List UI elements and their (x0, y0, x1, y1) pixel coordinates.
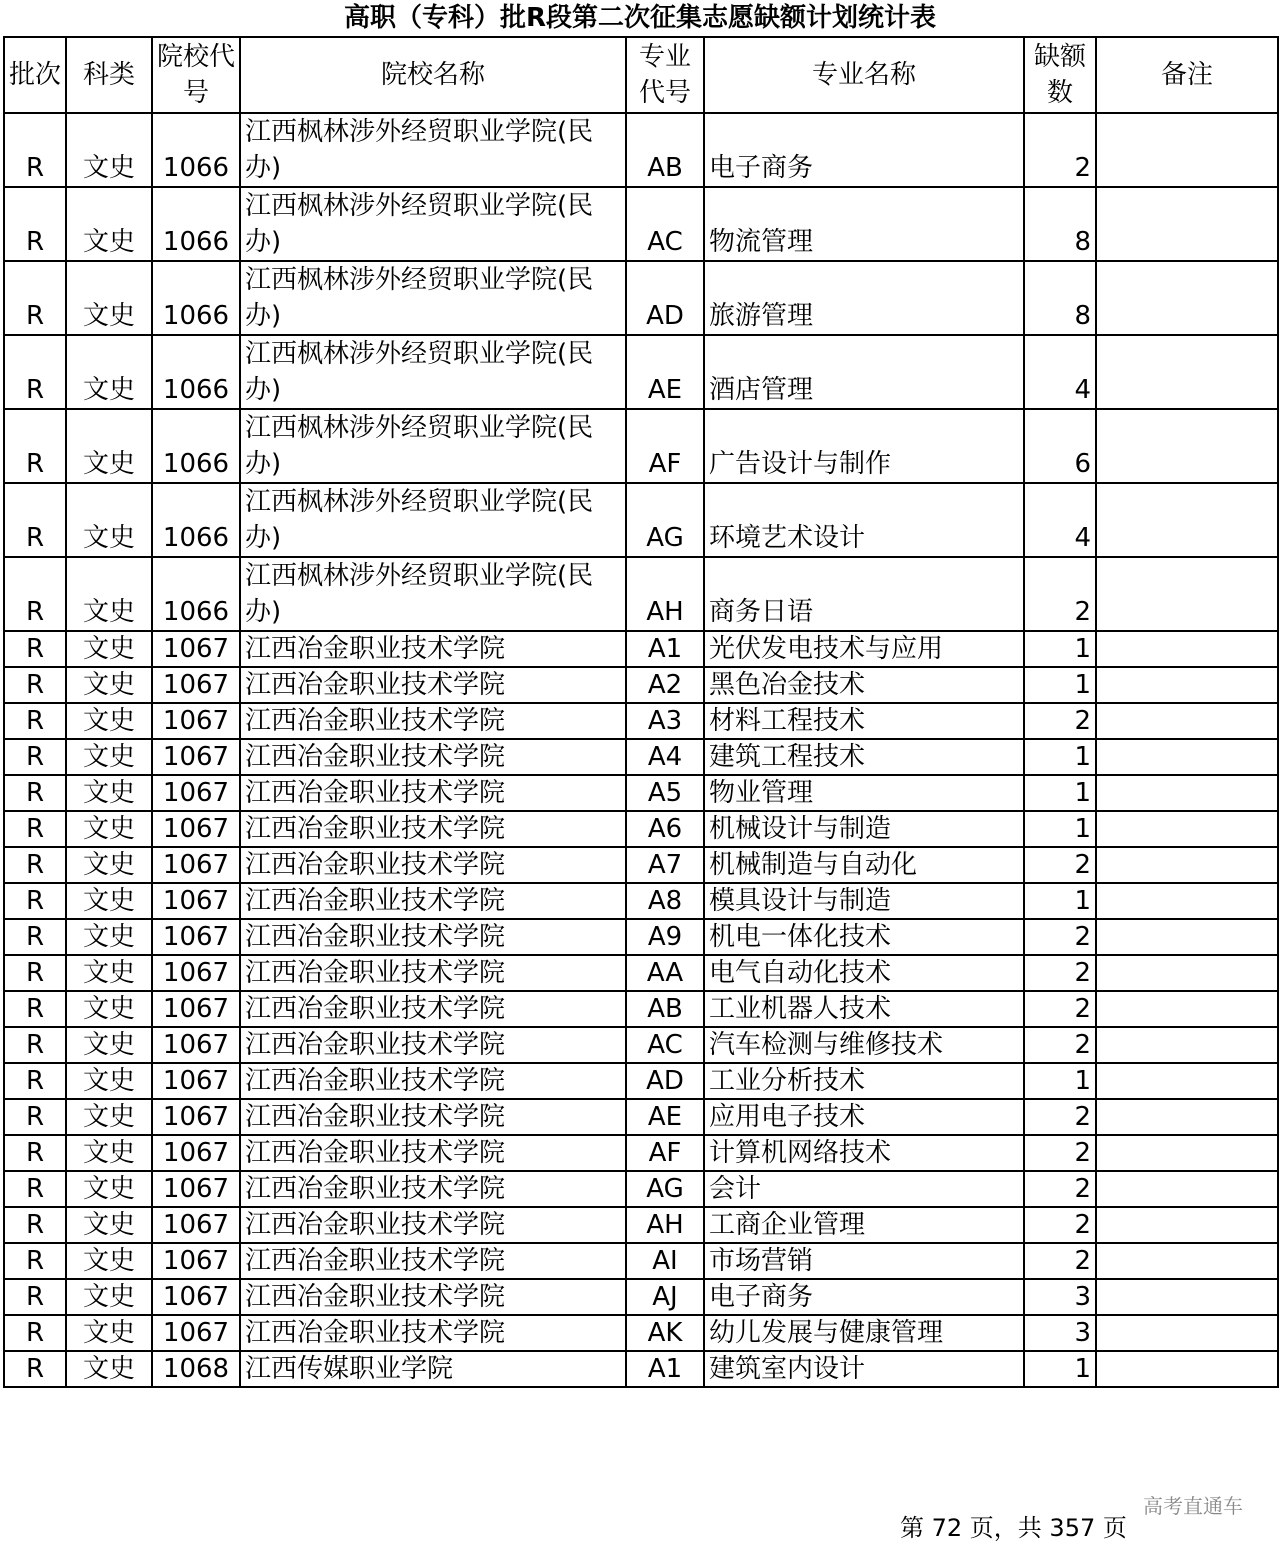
cell-remark (1096, 261, 1278, 335)
cell-category: 文史 (66, 1171, 152, 1207)
cell-quota: 1 (1024, 739, 1096, 775)
header-row (4, 37, 1278, 113)
cell-batch: R (4, 1243, 66, 1279)
cell-school-name: 江西冶金职业技术学院 (240, 1243, 626, 1279)
cell-remark (1096, 1063, 1278, 1099)
cell-major-code: AC (626, 1027, 704, 1063)
table-row (4, 261, 1278, 335)
cell-category: 文史 (66, 409, 152, 483)
cell-school-name: 江西冶金职业技术学院 (240, 1063, 626, 1099)
cell-major-code: AC (626, 187, 704, 261)
cell-remark (1096, 739, 1278, 775)
cell-school-code: 1067 (152, 1207, 240, 1243)
cell-batch: R (4, 187, 66, 261)
cell-school-name: 江西传媒职业学院 (240, 1351, 626, 1387)
cell-batch: R (4, 811, 66, 847)
cell-batch: R (4, 113, 66, 187)
cell-remark (1096, 631, 1278, 667)
table-row (4, 1315, 1278, 1351)
cell-quota: 2 (1024, 1135, 1096, 1171)
cell-major-code: AD (626, 1063, 704, 1099)
cell-major-code: A1 (626, 1351, 704, 1387)
cell-major-name: 工业机器人技术 (704, 991, 1024, 1027)
cell-remark (1096, 1099, 1278, 1135)
cell-quota: 1 (1024, 775, 1096, 811)
cell-quota: 1 (1024, 667, 1096, 703)
cell-school-code: 1067 (152, 991, 240, 1027)
cell-batch: R (4, 955, 66, 991)
table-row (4, 335, 1278, 409)
cell-school-code: 1066 (152, 557, 240, 631)
header-quota: 缺额数 (1024, 37, 1096, 113)
cell-major-name: 建筑工程技术 (704, 739, 1024, 775)
watermark: 高考直通车 (1143, 1494, 1243, 1518)
cell-batch: R (4, 409, 66, 483)
header-school-code: 院校代号 (152, 37, 240, 113)
cell-major-code: AA (626, 955, 704, 991)
cell-remark (1096, 1207, 1278, 1243)
cell-school-name: 江西枫林涉外经贸职业学院(民办) (240, 409, 626, 483)
cell-category: 文史 (66, 261, 152, 335)
cell-school-name: 江西冶金职业技术学院 (240, 775, 626, 811)
cell-major-name: 商务日语 (704, 557, 1024, 631)
cell-quota: 2 (1024, 847, 1096, 883)
cell-batch: R (4, 1027, 66, 1063)
cell-school-code: 1067 (152, 1279, 240, 1315)
cell-remark (1096, 847, 1278, 883)
table-row (4, 483, 1278, 557)
cell-school-name: 江西冶金职业技术学院 (240, 991, 626, 1027)
cell-school-code: 1066 (152, 113, 240, 187)
cell-remark (1096, 1279, 1278, 1315)
cell-category: 文史 (66, 847, 152, 883)
table-row (4, 667, 1278, 703)
cell-batch: R (4, 1279, 66, 1315)
cell-school-code: 1066 (152, 261, 240, 335)
cell-batch: R (4, 631, 66, 667)
page-number: 第 72 页，共 357 页 (900, 1514, 1127, 1542)
cell-remark (1096, 1351, 1278, 1387)
table-row (4, 113, 1278, 187)
cell-school-code: 1067 (152, 775, 240, 811)
cell-category: 文史 (66, 991, 152, 1027)
cell-batch: R (4, 261, 66, 335)
cell-remark (1096, 1027, 1278, 1063)
cell-major-name: 电气自动化技术 (704, 955, 1024, 991)
cell-school-code: 1067 (152, 811, 240, 847)
cell-quota: 4 (1024, 335, 1096, 409)
cell-school-code: 1067 (152, 703, 240, 739)
cell-major-name: 广告设计与制作 (704, 409, 1024, 483)
cell-major-code: AG (626, 1171, 704, 1207)
table-row (4, 955, 1278, 991)
cell-quota: 6 (1024, 409, 1096, 483)
cell-school-code: 1066 (152, 409, 240, 483)
cell-school-name: 江西枫林涉外经贸职业学院(民办) (240, 557, 626, 631)
cell-category: 文史 (66, 811, 152, 847)
cell-batch: R (4, 847, 66, 883)
cell-remark (1096, 335, 1278, 409)
cell-quota: 2 (1024, 1171, 1096, 1207)
cell-quota: 1 (1024, 811, 1096, 847)
header-school-name: 院校名称 (240, 37, 626, 113)
table-row (4, 811, 1278, 847)
cell-quota: 2 (1024, 703, 1096, 739)
table-row (4, 1279, 1278, 1315)
cell-major-code: AE (626, 1099, 704, 1135)
cell-school-code: 1067 (152, 919, 240, 955)
cell-quota: 8 (1024, 187, 1096, 261)
cell-remark (1096, 919, 1278, 955)
cell-school-name: 江西枫林涉外经贸职业学院(民办) (240, 335, 626, 409)
cell-quota: 1 (1024, 1063, 1096, 1099)
cell-batch: R (4, 557, 66, 631)
cell-remark (1096, 1315, 1278, 1351)
cell-school-code: 1066 (152, 483, 240, 557)
cell-remark (1096, 557, 1278, 631)
cell-category: 文史 (66, 667, 152, 703)
cell-category: 文史 (66, 883, 152, 919)
cell-batch: R (4, 1315, 66, 1351)
table-row (4, 991, 1278, 1027)
cell-category: 文史 (66, 1135, 152, 1171)
cell-quota: 3 (1024, 1315, 1096, 1351)
table-row (4, 1171, 1278, 1207)
cell-school-code: 1067 (152, 883, 240, 919)
cell-major-name: 材料工程技术 (704, 703, 1024, 739)
cell-quota: 2 (1024, 1243, 1096, 1279)
cell-category: 文史 (66, 113, 152, 187)
cell-batch: R (4, 1135, 66, 1171)
cell-school-name: 江西冶金职业技术学院 (240, 1099, 626, 1135)
cell-remark (1096, 811, 1278, 847)
cell-batch: R (4, 1171, 66, 1207)
cell-major-code: A3 (626, 703, 704, 739)
cell-category: 文史 (66, 775, 152, 811)
cell-quota: 1 (1024, 883, 1096, 919)
cell-remark (1096, 883, 1278, 919)
cell-school-name: 江西冶金职业技术学院 (240, 739, 626, 775)
cell-major-name: 工商企业管理 (704, 1207, 1024, 1243)
cell-remark (1096, 667, 1278, 703)
cell-category: 文史 (66, 187, 152, 261)
cell-batch: R (4, 991, 66, 1027)
cell-batch: R (4, 1207, 66, 1243)
cell-category: 文史 (66, 739, 152, 775)
cell-major-code: AG (626, 483, 704, 557)
cell-major-name: 光伏发电技术与应用 (704, 631, 1024, 667)
cell-category: 文史 (66, 483, 152, 557)
table-row (4, 775, 1278, 811)
cell-school-name: 江西冶金职业技术学院 (240, 883, 626, 919)
cell-school-name: 江西冶金职业技术学院 (240, 631, 626, 667)
cell-major-code: AJ (626, 1279, 704, 1315)
cell-school-name: 江西冶金职业技术学院 (240, 847, 626, 883)
cell-school-name: 江西冶金职业技术学院 (240, 1171, 626, 1207)
cell-major-name: 计算机网络技术 (704, 1135, 1024, 1171)
cell-category: 文史 (66, 1243, 152, 1279)
cell-school-name: 江西冶金职业技术学院 (240, 811, 626, 847)
cell-school-name: 江西冶金职业技术学院 (240, 919, 626, 955)
cell-major-name: 黑色冶金技术 (704, 667, 1024, 703)
cell-quota: 1 (1024, 1351, 1096, 1387)
cell-major-name: 工业分析技术 (704, 1063, 1024, 1099)
cell-quota: 2 (1024, 113, 1096, 187)
table-row (4, 1099, 1278, 1135)
table-row (4, 919, 1278, 955)
cell-batch: R (4, 703, 66, 739)
cell-major-name: 建筑室内设计 (704, 1351, 1024, 1387)
cell-major-name: 物流管理 (704, 187, 1024, 261)
cell-major-code: A8 (626, 883, 704, 919)
cell-major-name: 应用电子技术 (704, 1099, 1024, 1135)
cell-remark (1096, 113, 1278, 187)
cell-school-code: 1067 (152, 1063, 240, 1099)
table-row (4, 883, 1278, 919)
cell-school-name: 江西冶金职业技术学院 (240, 667, 626, 703)
cell-major-name: 环境艺术设计 (704, 483, 1024, 557)
cell-school-code: 1067 (152, 667, 240, 703)
cell-major-code: A1 (626, 631, 704, 667)
cell-school-code: 1067 (152, 739, 240, 775)
cell-major-name: 酒店管理 (704, 335, 1024, 409)
cell-major-code: AB (626, 991, 704, 1027)
table-row (4, 703, 1278, 739)
cell-school-name: 江西冶金职业技术学院 (240, 955, 626, 991)
cell-school-code: 1066 (152, 335, 240, 409)
cell-remark (1096, 1243, 1278, 1279)
cell-school-code: 1067 (152, 1099, 240, 1135)
cell-major-name: 汽车检测与维修技术 (704, 1027, 1024, 1063)
cell-school-code: 1067 (152, 955, 240, 991)
cell-major-name: 旅游管理 (704, 261, 1024, 335)
table-row (4, 1063, 1278, 1099)
table-row (4, 1207, 1278, 1243)
table-row (4, 1243, 1278, 1279)
cell-school-code: 1067 (152, 1315, 240, 1351)
cell-major-code: AF (626, 409, 704, 483)
cell-batch: R (4, 483, 66, 557)
cell-school-name: 江西枫林涉外经贸职业学院(民办) (240, 483, 626, 557)
cell-category: 文史 (66, 557, 152, 631)
cell-remark (1096, 409, 1278, 483)
cell-quota: 8 (1024, 261, 1096, 335)
cell-major-code: AD (626, 261, 704, 335)
cell-major-name: 物业管理 (704, 775, 1024, 811)
cell-batch: R (4, 1351, 66, 1387)
header-major-name: 专业名称 (704, 37, 1024, 113)
header-remark: 备注 (1096, 37, 1278, 113)
cell-category: 文史 (66, 1099, 152, 1135)
cell-major-code: AI (626, 1243, 704, 1279)
cell-category: 文史 (66, 1063, 152, 1099)
cell-major-code: AH (626, 557, 704, 631)
cell-school-name: 江西冶金职业技术学院 (240, 1279, 626, 1315)
cell-category: 文史 (66, 1315, 152, 1351)
cell-category: 文史 (66, 1351, 152, 1387)
cell-category: 文史 (66, 631, 152, 667)
cell-quota: 3 (1024, 1279, 1096, 1315)
cell-quota: 2 (1024, 1099, 1096, 1135)
cell-school-code: 1067 (152, 1171, 240, 1207)
cell-major-name: 机械制造与自动化 (704, 847, 1024, 883)
cell-remark (1096, 1171, 1278, 1207)
cell-school-code: 1067 (152, 1027, 240, 1063)
cell-category: 文史 (66, 703, 152, 739)
cell-quota: 2 (1024, 955, 1096, 991)
cell-school-code: 1066 (152, 187, 240, 261)
page-title: 高职（专科）批R段第二次征集志愿缺额计划统计表 (343, 3, 937, 33)
cell-major-code: AB (626, 113, 704, 187)
cell-category: 文史 (66, 1207, 152, 1243)
cell-school-name: 江西冶金职业技术学院 (240, 1135, 626, 1171)
cell-remark (1096, 775, 1278, 811)
table-row (4, 187, 1278, 261)
header-batch: 批次 (4, 37, 66, 113)
cell-quota: 2 (1024, 991, 1096, 1027)
table-row (4, 847, 1278, 883)
table-row (4, 739, 1278, 775)
cell-school-code: 1067 (152, 1135, 240, 1171)
cell-category: 文史 (66, 1027, 152, 1063)
table-row (4, 1135, 1278, 1171)
cell-school-code: 1067 (152, 631, 240, 667)
table-row (4, 409, 1278, 483)
cell-school-name: 江西枫林涉外经贸职业学院(民办) (240, 113, 626, 187)
table-row (4, 557, 1278, 631)
cell-remark (1096, 187, 1278, 261)
cell-school-name: 江西枫林涉外经贸职业学院(民办) (240, 261, 626, 335)
cell-major-code: A5 (626, 775, 704, 811)
header-category: 科类 (66, 37, 152, 113)
cell-school-name: 江西枫林涉外经贸职业学院(民办) (240, 187, 626, 261)
cell-major-name: 会计 (704, 1171, 1024, 1207)
cell-batch: R (4, 335, 66, 409)
table-row (4, 1351, 1278, 1387)
cell-major-name: 幼儿发展与健康管理 (704, 1315, 1024, 1351)
cell-batch: R (4, 667, 66, 703)
cell-major-name: 电子商务 (704, 1279, 1024, 1315)
cell-major-code: AE (626, 335, 704, 409)
cell-major-code: A2 (626, 667, 704, 703)
cell-school-code: 1067 (152, 847, 240, 883)
cell-remark (1096, 991, 1278, 1027)
cell-major-code: A9 (626, 919, 704, 955)
quota-table (3, 36, 1279, 1388)
cell-quota: 1 (1024, 631, 1096, 667)
cell-quota: 2 (1024, 1207, 1096, 1243)
cell-category: 文史 (66, 919, 152, 955)
cell-major-code: A4 (626, 739, 704, 775)
cell-major-code: AK (626, 1315, 704, 1351)
cell-batch: R (4, 739, 66, 775)
cell-school-code: 1068 (152, 1351, 240, 1387)
cell-major-code: A7 (626, 847, 704, 883)
cell-category: 文史 (66, 1279, 152, 1315)
cell-major-name: 电子商务 (704, 113, 1024, 187)
cell-batch: R (4, 1063, 66, 1099)
cell-batch: R (4, 919, 66, 955)
cell-major-name: 模具设计与制造 (704, 883, 1024, 919)
cell-major-name: 机电一体化技术 (704, 919, 1024, 955)
cell-batch: R (4, 883, 66, 919)
cell-major-name: 市场营销 (704, 1243, 1024, 1279)
cell-category: 文史 (66, 955, 152, 991)
table-row (4, 1027, 1278, 1063)
cell-remark (1096, 703, 1278, 739)
cell-remark (1096, 955, 1278, 991)
cell-school-name: 江西冶金职业技术学院 (240, 1207, 626, 1243)
cell-school-name: 江西冶金职业技术学院 (240, 1315, 626, 1351)
table-row (4, 631, 1278, 667)
table-body (4, 113, 1278, 1387)
cell-major-code: AF (626, 1135, 704, 1171)
cell-batch: R (4, 775, 66, 811)
cell-quota: 2 (1024, 919, 1096, 955)
cell-remark (1096, 483, 1278, 557)
cell-quota: 2 (1024, 1027, 1096, 1063)
cell-major-name: 机械设计与制造 (704, 811, 1024, 847)
header-major-code: 专业代号 (626, 37, 704, 113)
cell-quota: 4 (1024, 483, 1096, 557)
cell-major-code: A6 (626, 811, 704, 847)
cell-quota: 2 (1024, 557, 1096, 631)
cell-school-name: 江西冶金职业技术学院 (240, 703, 626, 739)
cell-batch: R (4, 1099, 66, 1135)
cell-category: 文史 (66, 335, 152, 409)
cell-school-name: 江西冶金职业技术学院 (240, 1027, 626, 1063)
cell-school-code: 1067 (152, 1243, 240, 1279)
cell-major-code: AH (626, 1207, 704, 1243)
cell-remark (1096, 1135, 1278, 1171)
